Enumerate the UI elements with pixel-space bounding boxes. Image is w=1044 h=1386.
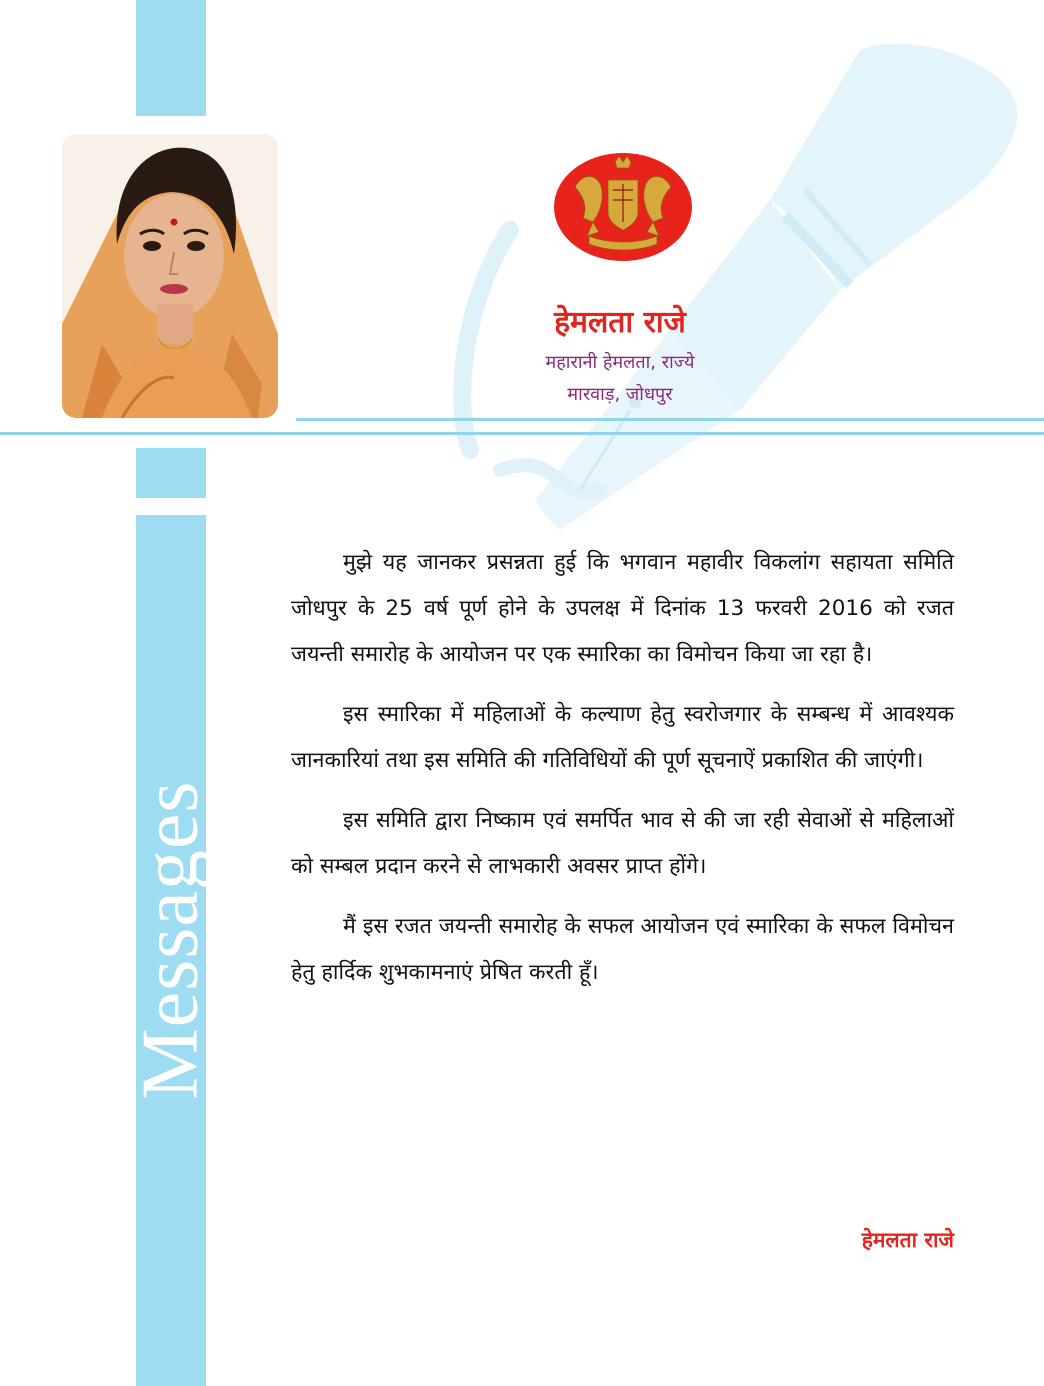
message-paragraph: मैं इस रजत जयन्ती समारोह के सफल आयोजन एवं स्मारिका के सफल विमोचन हेतु हार्दिक शुभकामनाएं प्रेषित करती हूँ।	[291, 914, 954, 985]
author-name-heading: हेमलता राजे	[554, 305, 686, 340]
message-paragraph: इस स्मारिका में महिलाओं के कल्याण हेतु स्वरोजगार के सम्बन्ध में आवश्यक जानकारियां तथा इस समिति की गतिविधियों की पूर्ण सूचनाऐं प्रकाशित की जाएंगी।	[291, 702, 954, 773]
message-paragraph: इस समिति द्वारा निष्काम एवं समर्पित भाव से की जा रही सेवाओं से महिलाओं को सम्बल प्रदान करने से लाभकारी अवसर प्राप्त होंगे।	[291, 808, 954, 879]
author-title-line-1: महारानी हेमलता, राज्ये	[545, 352, 695, 373]
header-rule-upper	[296, 418, 1044, 421]
side-band-middle	[136, 448, 206, 498]
fountain-pen-watermark-icon	[440, 30, 1040, 550]
message-body	[291, 540, 954, 1010]
side-band-top	[136, 0, 206, 116]
royal-crest-icon	[553, 152, 693, 262]
portrait-image	[62, 134, 278, 418]
header-rule-lower	[0, 432, 1044, 435]
message-paragraph: मुझे यह जानकर प्रसन्नता हुई कि भगवान महावीर विकलांग सहायता समिति जोधपुर के 25 वर्ष पूर्ण होने के उपलक्ष में दिनांक 13 फरवरी 2016 को रजत जयन्ती समारोह के आयोजन पर एक स्मारिका का विमोचन किया जा रहा है।	[291, 550, 954, 667]
messages-side-label: Messages	[126, 780, 215, 1100]
signature-name: हेमलता राजे	[861, 1228, 954, 1252]
portrait-photo	[62, 134, 278, 418]
author-title-line-2: मारवाड़, जोधपुर	[567, 384, 673, 405]
